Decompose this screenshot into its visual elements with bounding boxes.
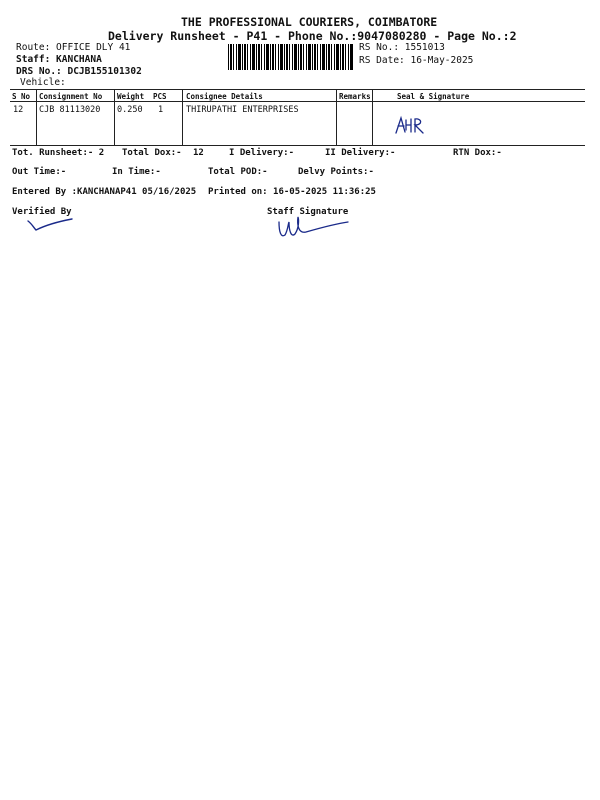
rtn-dox: RTN Dox:-: [453, 148, 502, 158]
verifier-signature-handwriting: [24, 214, 76, 234]
col-divider: [114, 89, 115, 145]
printed-on: Printed on: 16-05-2025 11:36:25: [208, 187, 376, 197]
total-pod: Total POD:-: [208, 167, 268, 177]
ii-delivery: II Delivery:-: [325, 148, 396, 158]
cell-consignee: THIRUPATHI ENTERPRISES: [186, 105, 299, 115]
barcode-image: [228, 44, 354, 70]
total-dox-label: Total Dox:-: [122, 148, 182, 158]
table-header-border: [10, 101, 585, 102]
total-runsheet: Tot. Runsheet:- 2: [12, 148, 105, 158]
staff-signature-handwriting: [276, 214, 352, 244]
col-header-remarks: Remarks: [339, 92, 371, 101]
runsheet-subtitle: Delivery Runsheet - P41 - Phone No.:9047080280 - Page No.:2: [108, 29, 517, 43]
col-divider: [182, 89, 183, 145]
col-header-seal: Seal & Signature: [397, 92, 470, 101]
table-top-border: [10, 89, 585, 90]
rs-date: RS Date: 16-May-2025: [359, 55, 474, 66]
seal-signature-handwriting: [394, 115, 430, 137]
in-time: In Time:-: [112, 167, 161, 177]
entered-by: Entered By :KANCHANAP41 05/16/2025: [12, 187, 197, 197]
drs-number: DRS No.: DCJB155101302: [16, 66, 142, 77]
staff-signature-label: Staff Signature: [267, 207, 349, 217]
col-header-sno: S No: [12, 92, 31, 101]
col-header-pcs: PCS: [153, 92, 167, 101]
vehicle-text: Vehicle:: [20, 77, 66, 88]
route-text: Route: OFFICE DLY 41: [16, 42, 131, 53]
cell-weight: 0.250: [117, 105, 143, 115]
col-divider: [36, 89, 37, 145]
col-header-consignee: Consignee Details: [186, 92, 263, 101]
col-header-consignment: Consignment No: [39, 92, 103, 101]
verified-by-label: Verified By: [12, 207, 72, 217]
delvy-points: Delvy Points:-: [298, 167, 374, 177]
col-divider: [372, 89, 373, 145]
cell-consignment: CJB 81113020: [39, 105, 101, 115]
col-divider: [336, 89, 337, 145]
cell-pcs: 1: [158, 105, 164, 115]
col-header-weight: Weight: [117, 92, 145, 101]
i-delivery: I Delivery:-: [229, 148, 295, 158]
company-title: THE PROFESSIONAL COURIERS, COIMBATORE: [181, 15, 438, 29]
rs-number: RS No.: 1551013: [359, 42, 445, 53]
table-bottom-border: [10, 145, 585, 146]
cell-sno: 12: [13, 105, 24, 115]
staff-text: Staff: KANCHANA: [16, 54, 102, 65]
total-dox-value: 12: [193, 148, 204, 158]
out-time: Out Time:-: [12, 167, 67, 177]
